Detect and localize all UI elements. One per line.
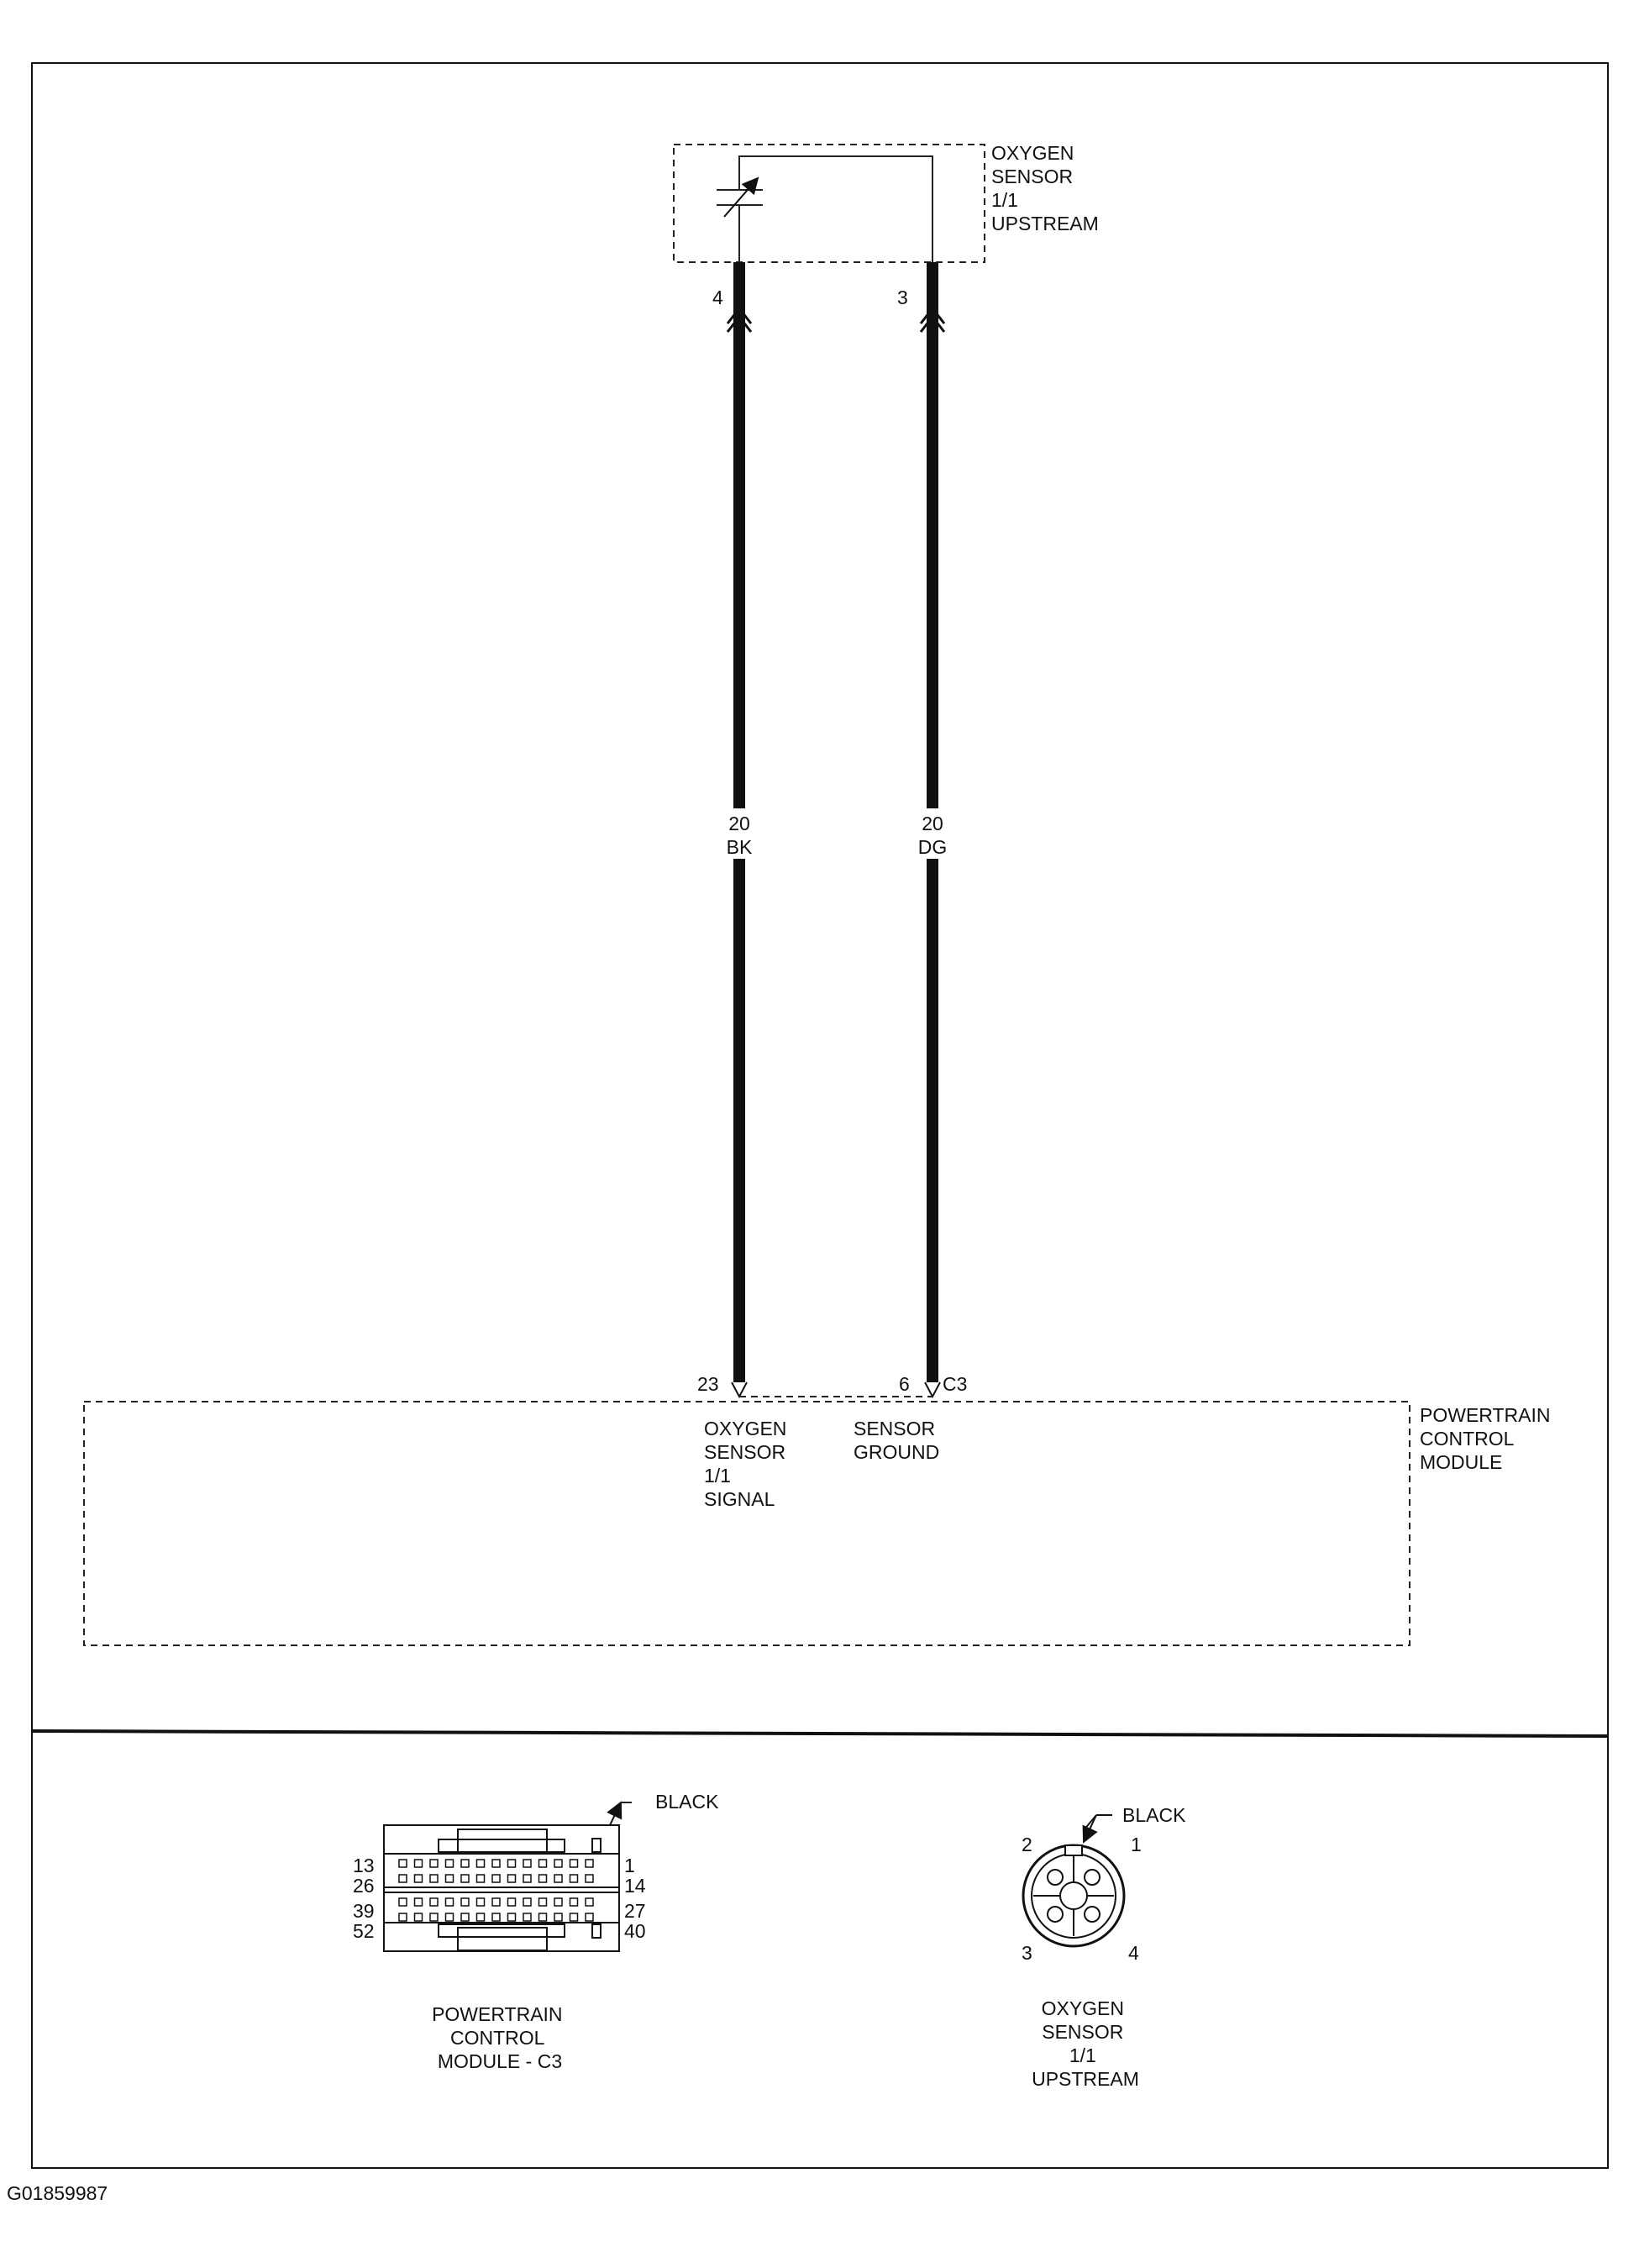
pcm-pin-cavity <box>461 1875 469 1882</box>
pcm-left-pin-26: 26 <box>353 1875 375 1897</box>
signal-wire <box>721 262 758 1397</box>
oxygen-sensor <box>674 142 1099 262</box>
sensor-pin-2-socket <box>1048 1870 1063 1885</box>
pcm-pin-cavity <box>586 1860 593 1867</box>
pcm-pin-cavity <box>539 1875 547 1882</box>
pcm-pin-cavity <box>570 1898 578 1906</box>
pcm-pin-grid <box>399 1860 593 1921</box>
pcm-pin-cavity <box>492 1860 500 1867</box>
pcm-pin-cavity <box>415 1860 423 1867</box>
pcm-left-pin-52: 52 <box>353 1920 375 1942</box>
signal-wire-gauge: 20 <box>728 813 750 834</box>
pcm-right-pin-27: 27 <box>624 1900 646 1922</box>
pcm-pin-cavity <box>586 1875 593 1882</box>
pcm-right-pin-14: 14 <box>624 1875 646 1897</box>
sensor-pin-3: 3 <box>897 287 908 308</box>
pcm-pin-cavity <box>430 1875 438 1882</box>
pcm-pin-cavity <box>477 1860 485 1867</box>
pcm-pin-cavity <box>523 1913 531 1921</box>
pcm-signal-label: OXYGEN SENSOR 1/1 SIGNAL <box>704 1418 787 1510</box>
sensor-connector-caption: OXYGEN SENSOR 1/1 UPSTREAM <box>1032 1997 1139 2090</box>
pcm-ground-label: SENSOR GROUND <box>854 1418 940 1463</box>
sensor-pin-4: 4 <box>712 287 723 308</box>
pcm-pin-cavity <box>477 1875 485 1882</box>
pcm-pin-cavity <box>446 1860 454 1867</box>
sensor-conn-pin-2: 2 <box>1022 1834 1032 1855</box>
diagram-frame <box>32 63 1608 2168</box>
sensor-conn-pin-1: 1 <box>1131 1834 1142 1855</box>
pcm-right-pin-40: 40 <box>624 1920 646 1942</box>
sensor-pin-1-socket <box>1085 1870 1100 1885</box>
pcm-pin-cavity <box>508 1875 516 1882</box>
oxygen-sensor-boundary <box>674 145 985 262</box>
sensor-connector-view <box>1022 1804 1186 2090</box>
pcm-pin-cavity <box>399 1860 407 1867</box>
pcm-pin-cavity <box>477 1913 485 1921</box>
pcm-pin-cavity <box>570 1860 578 1867</box>
pcm-pin-cavity <box>508 1860 516 1867</box>
pcm-pin-cavity <box>477 1898 485 1906</box>
pcm-pin-cavity <box>586 1898 593 1906</box>
pcm-label: POWERTRAIN CONTROL MODULE <box>1420 1404 1551 1473</box>
pcm-pin-6: 6 <box>899 1373 910 1395</box>
sensor-conn-pin-4: 4 <box>1128 1942 1139 1964</box>
powertrain-control-module <box>84 1373 1556 1645</box>
pcm-pin-cavity <box>430 1913 438 1921</box>
sensor-pin-3-socket <box>1048 1907 1063 1922</box>
pcm-connector-id: C3 <box>943 1373 968 1395</box>
pcm-pin-cavity <box>523 1860 531 1867</box>
pcm-pin-23: 23 <box>697 1373 719 1395</box>
figure-id: G01859987 <box>7 2182 108 2204</box>
ground-wire <box>914 262 951 1397</box>
pcm-left-pin-13: 13 <box>353 1855 375 1876</box>
sensor-conn-pin-3: 3 <box>1022 1942 1032 1964</box>
pcm-pin-cavity <box>461 1860 469 1867</box>
pcm-pin-cavity <box>492 1898 500 1906</box>
pcm-pin-cavity <box>461 1913 469 1921</box>
pcm-right-pin-1: 1 <box>624 1855 635 1876</box>
pcm-pin-cavity <box>430 1898 438 1906</box>
signal-wire-color: BK <box>726 836 753 858</box>
pcm-pin-cavity <box>539 1860 547 1867</box>
pcm-pin-cavity <box>523 1898 531 1906</box>
pcm-pin-cavity <box>539 1898 547 1906</box>
pcm-left-pin-39: 39 <box>353 1900 375 1922</box>
pcm-pin-cavity <box>523 1875 531 1882</box>
pcm-pin-cavity <box>554 1898 562 1906</box>
pcm-pin-cavity <box>570 1913 578 1921</box>
pcm-pin-cavity <box>415 1898 423 1906</box>
pcm-pin-cavity <box>430 1860 438 1867</box>
pcm-connector-caption: POWERTRAIN CONTROL MODULE - C3 <box>432 2003 563 2072</box>
pcm-pin-cavity <box>508 1898 516 1906</box>
oxygen-sensor-label: OXYGEN SENSOR 1/1 UPSTREAM <box>991 142 1099 234</box>
pcm-connector-view <box>353 1791 719 2072</box>
pcm-pin-cavity <box>446 1875 454 1882</box>
pcm-pin-cavity <box>570 1875 578 1882</box>
pcm-pin-cavity <box>446 1913 454 1921</box>
pcm-pin-cavity <box>399 1898 407 1906</box>
pcm-pin-cavity <box>539 1913 547 1921</box>
section-divider <box>32 1731 1608 1736</box>
pcm-pin-cavity <box>446 1898 454 1906</box>
pcm-pin-cavity <box>492 1913 500 1921</box>
ground-wire-gauge: 20 <box>922 813 943 834</box>
pcm-pin-cavity <box>415 1913 423 1921</box>
pcm-pin-cavity <box>554 1913 562 1921</box>
pcm-pin-cavity <box>554 1860 562 1867</box>
sensor-connector-color: BLACK <box>1122 1804 1186 1826</box>
pcm-pin-cavity <box>492 1875 500 1882</box>
pcm-pin-cavity <box>415 1875 423 1882</box>
pcm-pin-cavity <box>586 1913 593 1921</box>
pcm-pin-cavity <box>461 1898 469 1906</box>
pcm-pin-cavity <box>554 1875 562 1882</box>
pcm-pin-cavity <box>399 1913 407 1921</box>
pcm-pin-cavity <box>399 1875 407 1882</box>
pcm-pin-cavity <box>508 1913 516 1921</box>
pcm-connector-color: BLACK <box>655 1791 719 1813</box>
ground-wire-color: DG <box>917 836 948 858</box>
variable-resistor-arrow <box>724 178 758 217</box>
sensor-pin-4-socket <box>1085 1907 1100 1922</box>
